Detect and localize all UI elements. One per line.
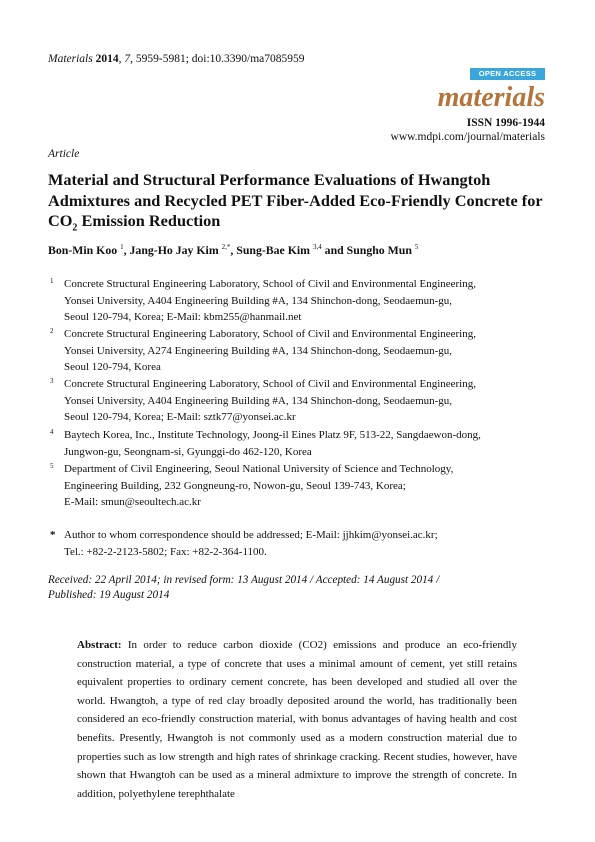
correspondence-note [50,527,550,560]
affiliation-number: 3 [50,377,54,385]
affiliation-line: Yonsei University, A404 Engineering Building #A, 134 Shinchon-dong, Seodaemun-gu, [64,394,453,407]
affiliation-3 [50,376,550,426]
author-name: Sung-Bae Kim [236,243,311,257]
affiliation-number: 1 [50,277,54,285]
affiliation-number: 4 [50,428,54,436]
citation-year: 2014 [95,53,119,65]
affiliation-5 [50,461,550,511]
affiliation-line: Seoul 120-794, Korea; E-Mail: sztk77@yonsei.ac.kr [64,411,296,423]
affiliation-line: E-Mail: smun@seoultech.ac.kr [64,496,201,508]
author-list [48,243,418,258]
author-affiliation: 1 [120,243,124,252]
citation-rest: , 5959-5981; doi:10.3390/ma7085959 [130,53,305,65]
citation-journal: Materials [48,53,93,65]
paper-title [48,170,548,239]
issn: ISSN 1996-1944 [466,117,545,129]
affiliation-line: Concrete Structural Engineering Laboratory, School of Civil and Environmental Engineering, [64,328,476,340]
dates-line: Received: 22 April 2014; in revised form: 13 August 2014 / Accepted: 14 August 2014 / [48,574,440,586]
correspondence-mark: * [50,529,56,541]
affiliation-number: 2 [50,327,54,335]
abstract-label: Abstract: [77,639,122,651]
article-type: Article [48,148,80,160]
publication-dates [48,573,548,603]
correspondence-line: Tel.: +82-2-2123-5802; Fax: +82-2-364-1100. [64,545,267,558]
author-name: Sungho Mun [346,243,412,257]
affiliation-line: Department of Civil Engineering, Seoul National University of Science and Technology, [64,463,454,475]
affiliation-line: Seoul 120-794, Korea; E-Mail: kbm255@hanmail.net [64,311,302,323]
author-affiliation: 2,* [221,243,231,252]
affiliation-line: Concrete Structural Engineering Laboratory, School of Civil and Environmental Engineering, [64,378,476,390]
title-subscript: 2 [72,222,78,234]
title-main: Material and Structural Performance Evaluations of Hwangtoh Admixtures and Recycled PET Fiber-Added Eco-Friendly Concrete for CO [48,170,543,230]
author-affiliation: 3,4 [312,243,322,252]
affiliation-2 [50,326,550,376]
open-access-badge: OPEN ACCESS [470,68,545,80]
affiliation-line: Concrete Structural Engineering Laboratory, School of Civil and Environmental Engineering, [64,278,476,290]
affiliation-line: Baytech Korea, Inc., Institute Technology, Joong-il Eines Platz 9F, 513-22, Sangdaewon-dong, [64,429,481,441]
affiliation-line: Yonsei University, A404 Engineering Building #A, 134 Shinchon-dong, Seodaemun-gu, [64,294,453,307]
dates-line: Published: 19 August 2014 [48,589,170,601]
author-separator: and [321,243,347,257]
journal-url[interactable]: www.mdpi.com/journal/materials [390,131,545,143]
author-separator: , [123,243,130,257]
abstract-text: In order to reduce carbon dioxide (CO2) emissions and produce an eco-friendly construction material, a type of concrete that uses a minimal amount of cement, yet still retains equivalent properties to ordinary cement concrete, has been developed and studied all over the world. Hwangtoh, a type of red clay broadly deposited around the world, has traditionally been considered an eco-friendly construction material, with bonus advantages of having health and cost benefits. Presently, Hwangtoh is not commonly used as a modern construction material due to properties such as low strength and high rates of shrinkage cracking. Recent studies, however, have shown that Hwangtoh can be used as a mineral admixture to improve the strength of concrete. In addition, polyethylene terephthalate [77,639,517,800]
author-affiliation: 5 [414,243,419,252]
affiliation-line: Seoul 120-794, Korea [64,361,161,373]
abstract [77,636,517,803]
title-end: Emission Reduction [77,211,221,230]
citation-line: Materials 2014, 7, 5959-5981; doi:10.3390/ma7085959 [48,53,305,65]
affiliation-line: Engineering Building, 232 Gongneung-ro, Nowon-gu, Seoul 139-743, Korea; [64,479,406,492]
citation-volume: 7 [124,53,131,65]
author-name: Jang-Ho Jay Kim [129,243,219,257]
affiliation-1 [50,276,550,326]
author-separator: , [230,243,237,257]
affiliation-line: Jungwon-gu, Seongnam-si, Gyunggi-do 462-120, Korea [64,445,312,458]
affiliation-number: 5 [50,462,54,470]
affiliation-line: Yonsei University, A274 Engineering Building #A, 134 Shinchon-dong, Seodaemun-gu, [64,344,453,357]
author-name: Bon-Min Koo [48,243,118,257]
affiliation-4 [50,427,550,460]
journal-name: materials [437,82,545,113]
correspondence-line: Author to whom correspondence should be addressed; E-Mail: jjhkim@yonsei.ac.kr; [64,529,438,541]
